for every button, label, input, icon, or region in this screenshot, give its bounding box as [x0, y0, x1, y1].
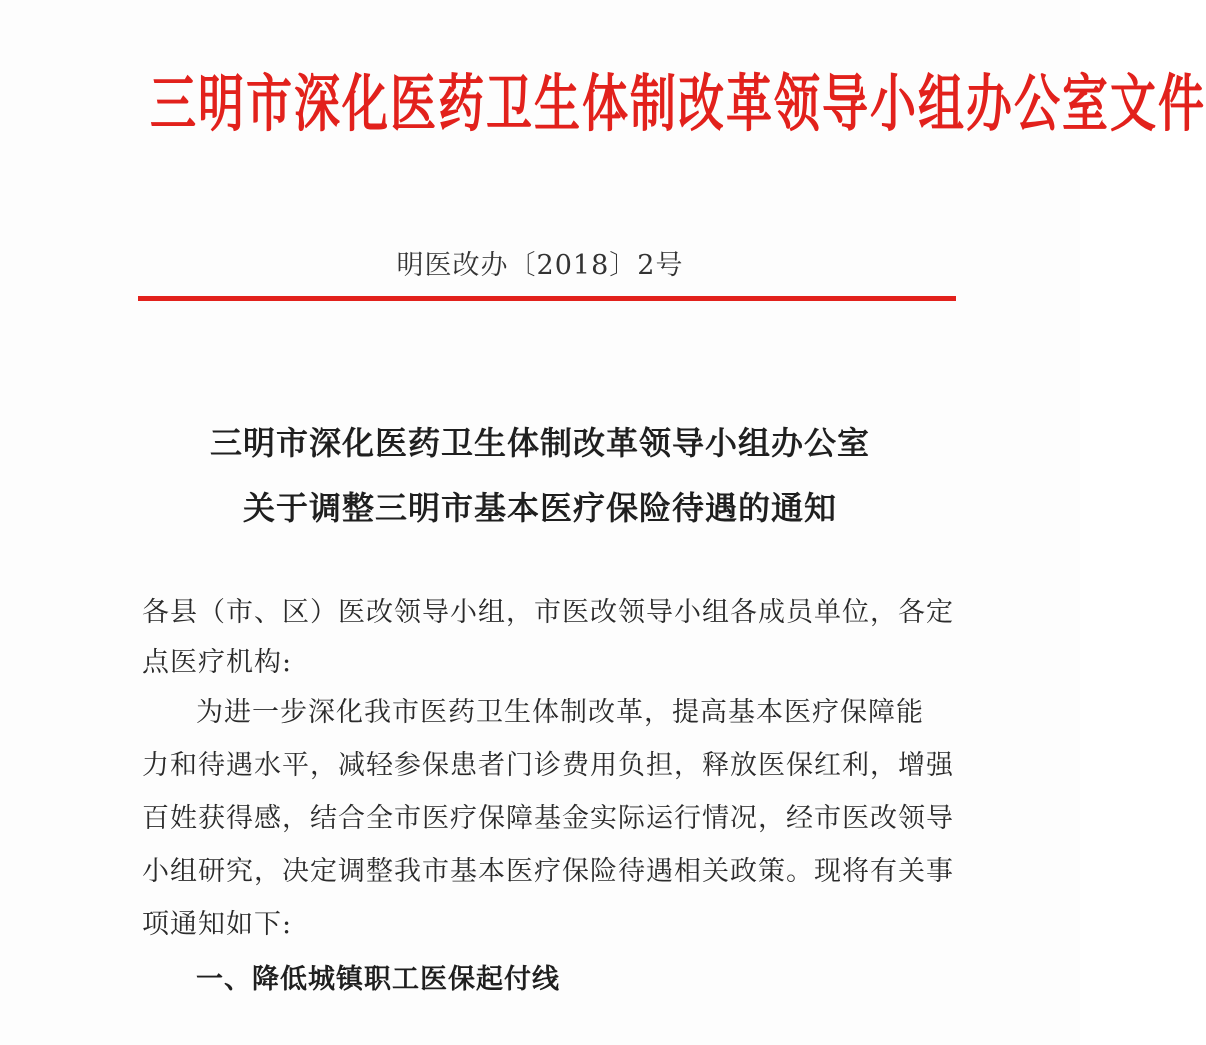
- paragraph-line-4: 小组研究，决定调整我市基本医疗保险待遇相关政策。现将有关事: [142, 856, 954, 887]
- paragraph-line-3: 百姓获得感，结合全市医疗保障基金实际运行情况，经市医改领导: [142, 803, 954, 834]
- document-title-line-1: 三明市深化医药卫生体制改革领导小组办公室: [209, 424, 870, 462]
- document-title-line-2: 关于调整三明市基本医疗保险待遇的通知: [242, 489, 837, 527]
- paragraph-line-5: 项通知如下:: [142, 909, 293, 940]
- red-separator-line: [138, 296, 956, 301]
- paragraph-line-2: 力和待遇水平，减轻参保患者门诊费用负担，释放医保红利，增强: [142, 750, 954, 781]
- addressee-line-2: 点医疗机构:: [142, 647, 293, 678]
- addressee-line-1: 各县（市、区）医改领导小组，市医改领导小组各成员单位，各定: [142, 597, 954, 628]
- paragraph-line-1: 为进一步深化我市医药卫生体制改革，提高基本医疗保障能: [196, 697, 924, 728]
- section-heading-1: 一、降低城镇职工医保起付线: [196, 964, 560, 995]
- document-masthead: 三明市深化医药卫生体制改革领导小组办公室文件: [150, 67, 1206, 141]
- document-number: 明医改办〔2018〕2号: [396, 250, 684, 281]
